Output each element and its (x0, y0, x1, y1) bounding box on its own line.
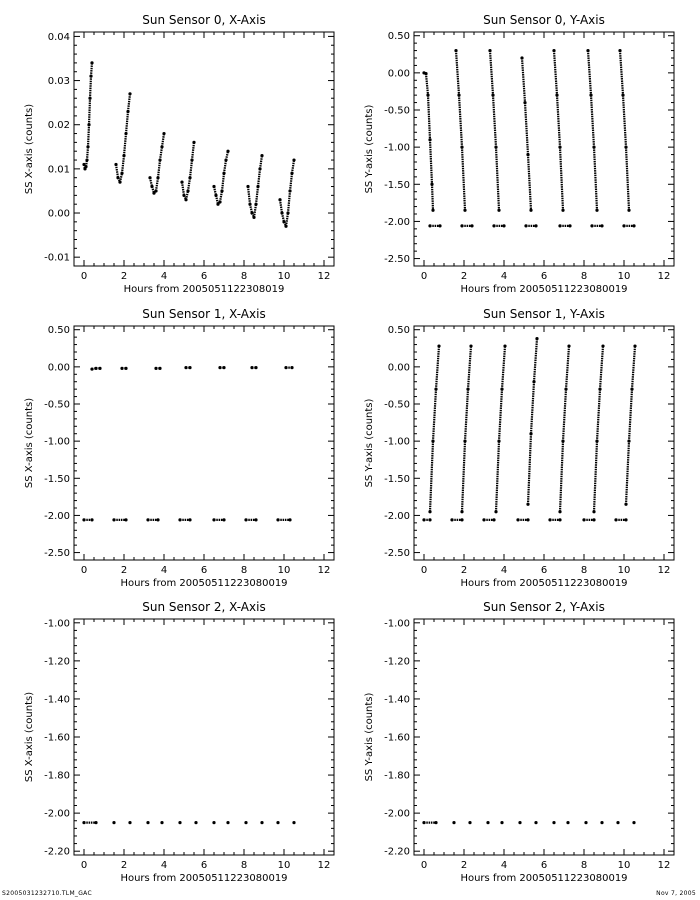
data-segment (122, 156, 124, 174)
x-tick-label: 4 (160, 271, 168, 282)
y-axis-label: SS X-axis (counts) (24, 397, 35, 489)
x-tick-label: 6 (200, 565, 208, 576)
x-tick-label: 12 (317, 860, 331, 871)
data-point (98, 367, 101, 370)
data-point (254, 518, 257, 521)
x-tick-label: 8 (580, 271, 588, 282)
y-axis-label: SS X-axis (counts) (24, 691, 35, 783)
y-tick-label: 0.00 (47, 362, 70, 374)
data-point (438, 224, 441, 227)
plot-frame (74, 326, 334, 560)
y-axis-label: SS Y-axis (counts) (364, 104, 375, 194)
data-point (260, 821, 263, 824)
x-tick-label: 10 (277, 860, 291, 871)
y-tick-label: -0.50 (44, 399, 70, 411)
x-tick-label: 6 (200, 271, 208, 282)
y-tick-label: -1.00 (44, 436, 70, 448)
data-segment (496, 441, 499, 512)
data-segment (188, 178, 190, 191)
data-point (469, 344, 472, 347)
x-tick-label: 4 (500, 565, 508, 576)
data-point (561, 209, 564, 212)
data-point (244, 821, 247, 824)
data-segment (502, 346, 505, 389)
chart-title: Sun Sensor 1, X-Axis (142, 307, 266, 321)
data-point (552, 821, 555, 824)
data-point (431, 209, 434, 212)
y-tick-label: -0.01 (44, 252, 70, 264)
data-segment (554, 51, 557, 96)
data-point (124, 518, 127, 521)
data-segment (534, 339, 537, 382)
data-segment (430, 441, 433, 512)
data-point (526, 518, 529, 521)
y-tick-label: -1.20 (44, 656, 70, 668)
data-point (276, 821, 279, 824)
plot-frame (414, 32, 674, 266)
data-point (192, 141, 195, 144)
x-tick-label: 12 (317, 271, 331, 282)
data-segment (522, 58, 525, 103)
data-point (212, 821, 215, 824)
x-tick-label: 6 (540, 860, 548, 871)
data-segment (160, 147, 162, 160)
footer-source-file: S2005031232710.TLM_GAC (2, 890, 92, 897)
data-point (146, 821, 149, 824)
data-point (292, 821, 295, 824)
data-segment (525, 103, 528, 155)
data-segment (190, 160, 192, 178)
data-point (94, 821, 97, 824)
x-axis-label: Hours from 20050511223080019 (120, 578, 288, 589)
data-point (633, 344, 636, 347)
y-axis-label: SS Y-axis (counts) (364, 398, 375, 488)
data-segment (126, 111, 128, 133)
x-tick-label: 12 (317, 565, 331, 576)
data-point (290, 366, 293, 369)
y-tick-label: 0.01 (47, 164, 70, 176)
data-point (463, 209, 466, 212)
data-segment (557, 95, 560, 147)
data-point (627, 209, 630, 212)
y-tick-label: -1.00 (384, 142, 410, 154)
data-point (460, 518, 463, 521)
data-point (601, 344, 604, 347)
y-tick-label: -1.50 (384, 473, 410, 485)
x-tick-label: 12 (657, 860, 671, 871)
data-segment (462, 441, 465, 512)
y-tick-label: -0.50 (384, 399, 410, 411)
data-point (158, 367, 161, 370)
x-tick-label: 0 (80, 565, 88, 576)
data-point (502, 224, 505, 227)
data-segment (220, 191, 222, 202)
x-tick-label: 8 (240, 271, 248, 282)
x-tick-label: 4 (500, 271, 508, 282)
data-point (470, 224, 473, 227)
y-tick-label: -1.50 (384, 179, 410, 191)
data-segment (428, 95, 430, 140)
data-segment (623, 95, 626, 147)
y-tick-label: -2.50 (384, 254, 410, 266)
data-segment (288, 191, 290, 213)
y-tick-label: -1.60 (44, 732, 70, 744)
data-point (534, 821, 537, 824)
x-tick-label: 8 (240, 565, 248, 576)
data-point (156, 518, 159, 521)
data-segment (128, 94, 130, 112)
data-point (90, 61, 93, 64)
x-tick-label: 0 (80, 271, 88, 282)
data-point (188, 366, 191, 369)
data-segment (430, 140, 432, 185)
data-point (624, 518, 627, 521)
data-point (600, 821, 603, 824)
data-segment (591, 95, 594, 147)
x-axis-label: Hours from 20050511223080019 (460, 284, 628, 295)
data-point (428, 518, 431, 521)
data-segment (563, 389, 566, 441)
y-tick-label: 0.50 (387, 325, 410, 337)
footer-date: Nov 7, 2005 (656, 890, 696, 897)
y-tick-label: -1.60 (384, 732, 410, 744)
y-tick-label: -2.20 (384, 846, 410, 858)
data-segment (496, 147, 499, 210)
y-tick-label: -1.00 (384, 618, 410, 630)
x-tick-label: 6 (540, 565, 548, 576)
x-tick-label: 0 (420, 565, 428, 576)
data-point (226, 150, 229, 153)
data-segment (560, 441, 563, 512)
plot-frame (74, 619, 334, 855)
x-tick-label: 0 (420, 271, 428, 282)
data-point (434, 821, 437, 824)
y-tick-label: -1.40 (44, 694, 70, 706)
y-tick-label: -1.50 (44, 473, 70, 485)
data-point (226, 821, 229, 824)
x-tick-label: 8 (580, 565, 588, 576)
data-point (292, 158, 295, 161)
y-axis-label: SS X-axis (counts) (24, 103, 35, 195)
data-segment (292, 160, 294, 173)
y-tick-label: -0.50 (384, 105, 410, 117)
data-point (492, 518, 495, 521)
data-point (529, 209, 532, 212)
chart-panel-2 (24, 307, 334, 589)
y-tick-label: -2.00 (44, 808, 70, 820)
x-tick-label: 4 (500, 860, 508, 871)
data-segment (224, 160, 226, 173)
data-segment (528, 155, 531, 211)
x-tick-label: 6 (540, 271, 548, 282)
data-point (288, 518, 291, 521)
data-point (112, 821, 115, 824)
x-tick-label: 10 (617, 565, 631, 576)
y-tick-label: 0.50 (47, 325, 70, 337)
data-segment (426, 74, 428, 96)
y-tick-label: -1.00 (44, 618, 70, 630)
chart-title: Sun Sensor 0, X-Axis (142, 13, 266, 27)
data-segment (629, 389, 632, 441)
data-segment (91, 63, 92, 76)
data-segment (89, 98, 90, 124)
chart-title: Sun Sensor 0, Y-Axis (483, 13, 605, 27)
y-tick-label: -2.50 (384, 548, 410, 560)
y-axis-label: SS Y-axis (counts) (364, 692, 375, 782)
x-tick-label: 4 (160, 860, 168, 871)
data-segment (566, 346, 569, 389)
x-tick-label: 2 (120, 271, 128, 282)
data-point (222, 366, 225, 369)
data-segment (465, 389, 468, 441)
x-tick-label: 6 (200, 860, 208, 871)
data-segment (256, 187, 258, 205)
x-tick-label: 0 (80, 860, 88, 871)
y-tick-label: 0.50 (387, 31, 410, 43)
data-point (632, 821, 635, 824)
data-segment (626, 147, 629, 210)
data-segment (290, 173, 292, 191)
data-point (500, 821, 503, 824)
x-tick-label: 2 (460, 271, 468, 282)
data-segment (280, 200, 282, 213)
y-tick-label: -2.20 (44, 846, 70, 858)
data-point (128, 821, 131, 824)
data-point (567, 344, 570, 347)
y-tick-label: -2.00 (44, 510, 70, 522)
data-segment (528, 434, 531, 505)
data-segment (594, 441, 597, 512)
data-segment (162, 134, 164, 147)
plot-frame (74, 32, 334, 266)
data-point (160, 821, 163, 824)
data-point (90, 518, 93, 521)
data-segment (158, 160, 160, 178)
data-point (128, 92, 131, 95)
data-segment (632, 346, 635, 389)
data-segment (433, 389, 436, 441)
data-point (518, 821, 521, 824)
x-tick-label: 2 (120, 565, 128, 576)
y-tick-label: 0.00 (387, 68, 410, 80)
chart-title: Sun Sensor 1, Y-Axis (483, 307, 605, 321)
data-segment (468, 346, 471, 389)
data-point (568, 224, 571, 227)
data-point (178, 821, 181, 824)
chart-panel-4 (24, 600, 334, 884)
data-segment (490, 51, 493, 96)
data-point (558, 518, 561, 521)
x-tick-label: 2 (460, 565, 468, 576)
data-segment (560, 147, 563, 210)
y-tick-label: -1.20 (384, 656, 410, 668)
data-point (534, 224, 537, 227)
data-point (486, 821, 489, 824)
data-segment (432, 184, 433, 210)
x-axis-label: Hours from 20050511223080019 (460, 873, 628, 884)
x-tick-label: 8 (580, 860, 588, 871)
data-segment (459, 95, 462, 147)
x-tick-label: 10 (617, 860, 631, 871)
data-segment (192, 142, 194, 160)
data-segment (156, 178, 158, 191)
data-segment (588, 51, 591, 96)
y-tick-label: -1.80 (384, 770, 410, 782)
data-point (188, 518, 191, 521)
y-tick-label: 0.03 (47, 76, 70, 88)
data-segment (116, 164, 118, 177)
x-axis-label: Hours from 20050511223080019 (460, 578, 628, 589)
x-tick-label: 10 (277, 565, 291, 576)
data-segment (182, 182, 184, 195)
x-tick-label: 10 (277, 271, 291, 282)
data-point (592, 518, 595, 521)
data-point (632, 224, 635, 227)
y-tick-label: 0.00 (47, 208, 70, 220)
data-point (162, 132, 165, 135)
chart-panel-3 (364, 307, 674, 589)
data-segment (597, 389, 600, 441)
data-point (497, 209, 500, 212)
chart-panel-0 (24, 13, 334, 295)
x-tick-label: 10 (617, 271, 631, 282)
y-tick-label: -1.00 (384, 436, 410, 448)
data-point (616, 821, 619, 824)
x-tick-label: 2 (120, 860, 128, 871)
data-point (503, 344, 506, 347)
y-tick-label: -2.00 (384, 808, 410, 820)
data-segment (260, 156, 262, 169)
data-segment (248, 187, 250, 205)
chart-panel-1 (364, 13, 674, 295)
y-tick-label: -2.00 (384, 510, 410, 522)
data-point (584, 821, 587, 824)
x-tick-label: 12 (657, 565, 671, 576)
data-point (222, 518, 225, 521)
data-point (535, 337, 538, 340)
x-axis-label: Hours from 2005051122308019 (123, 284, 285, 295)
x-tick-label: 12 (657, 271, 671, 282)
data-segment (258, 169, 260, 187)
data-point (437, 344, 440, 347)
x-tick-label: 4 (160, 565, 168, 576)
data-segment (600, 346, 603, 389)
data-segment (462, 147, 465, 210)
chart-title: Sun Sensor 2, X-Axis (142, 600, 266, 614)
y-tick-label: -2.00 (384, 216, 410, 228)
data-point (124, 367, 127, 370)
data-point (194, 821, 197, 824)
data-point (468, 821, 471, 824)
data-segment (222, 173, 224, 191)
chart-title: Sun Sensor 2, Y-Axis (483, 600, 605, 614)
y-tick-label: 0.04 (47, 31, 70, 43)
data-segment (456, 51, 459, 96)
x-tick-label: 2 (460, 860, 468, 871)
data-segment (620, 51, 623, 96)
data-segment (88, 125, 89, 147)
data-segment (436, 346, 439, 389)
data-segment (531, 382, 534, 434)
y-tick-label: 0.02 (47, 120, 70, 132)
chart-panel-5 (364, 600, 674, 884)
data-point (595, 209, 598, 212)
x-axis-label: Hours from 20050511223080019 (120, 873, 288, 884)
y-tick-label: -1.80 (44, 770, 70, 782)
data-segment (90, 76, 91, 98)
data-segment (124, 134, 126, 156)
data-segment (499, 389, 502, 441)
data-segment (626, 441, 629, 504)
data-point (254, 366, 257, 369)
y-tick-label: -1.40 (384, 694, 410, 706)
x-tick-label: 8 (240, 860, 248, 871)
data-segment (493, 95, 496, 147)
plot-frame (414, 619, 674, 855)
x-tick-label: 0 (420, 860, 428, 871)
data-segment (87, 147, 88, 160)
data-segment (594, 147, 597, 210)
y-tick-label: 0.00 (387, 362, 410, 374)
data-point (600, 224, 603, 227)
y-tick-label: -2.50 (44, 548, 70, 560)
data-point (260, 154, 263, 157)
data-point (566, 821, 569, 824)
data-point (452, 821, 455, 824)
